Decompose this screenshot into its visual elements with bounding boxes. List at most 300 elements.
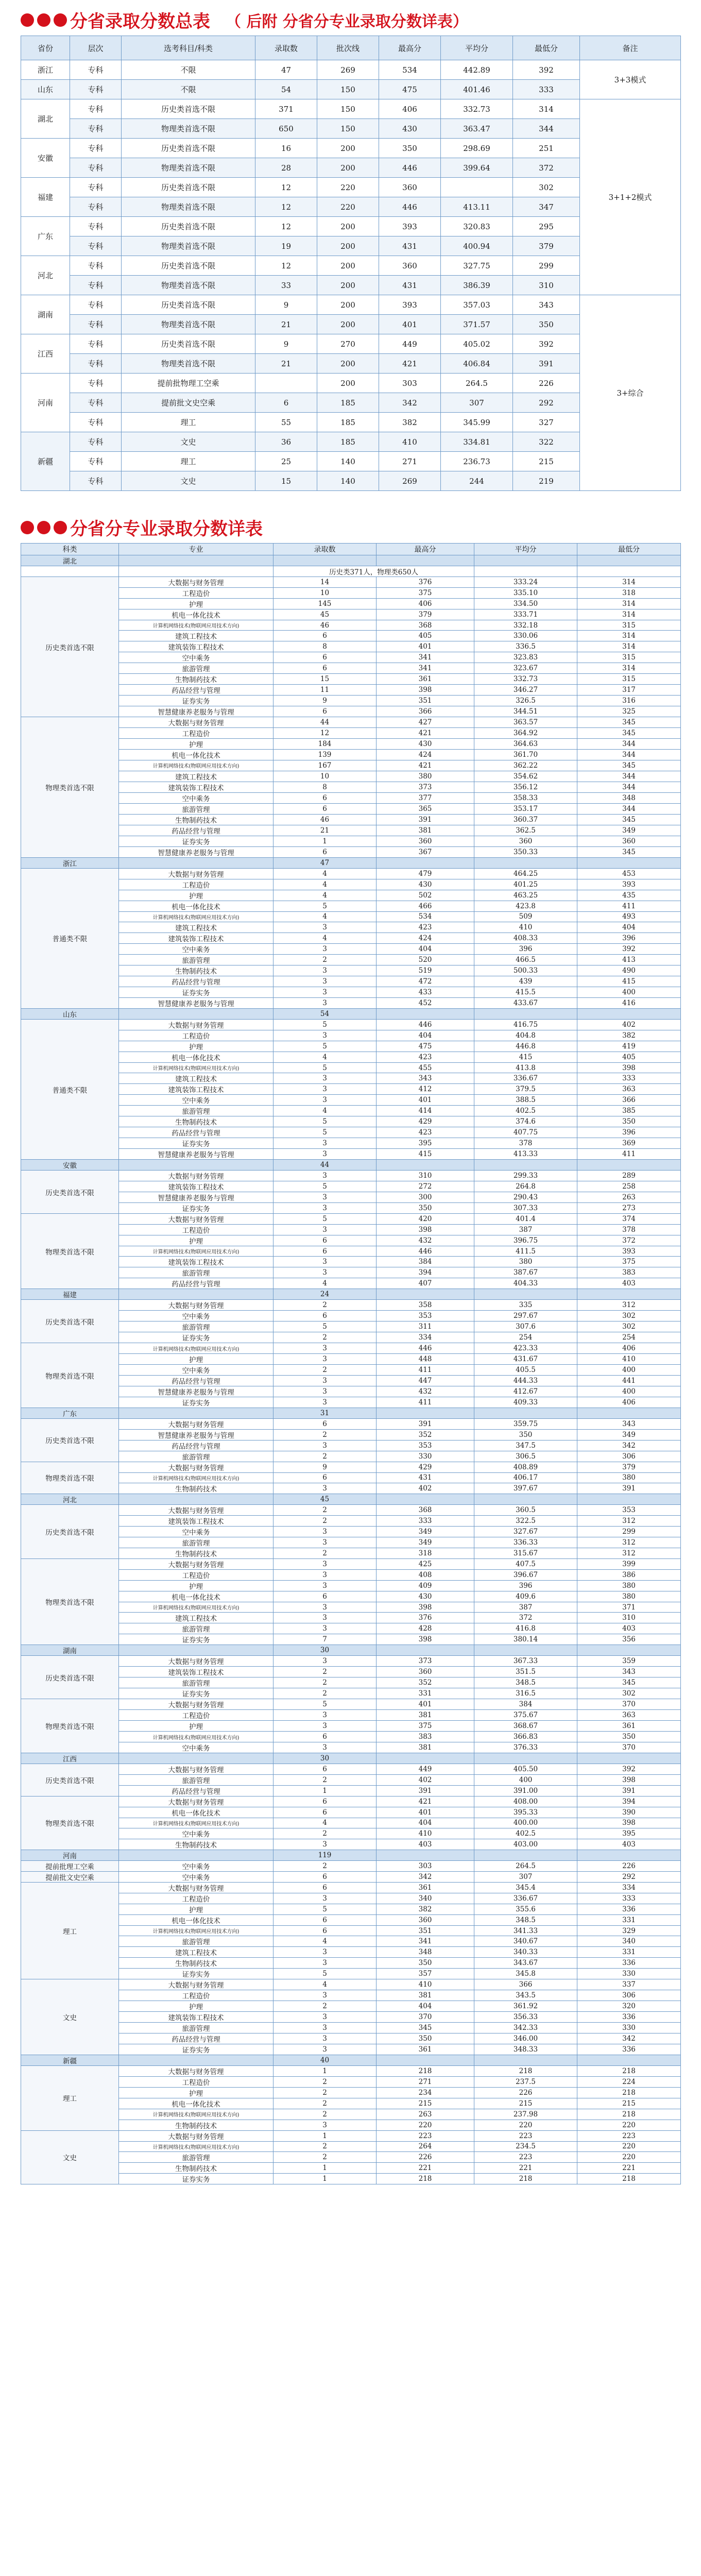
summary-max-cell: 271 [379, 452, 441, 471]
detail-major-cell: 旅游管理 [119, 1321, 273, 1332]
detail-province-name: 湖南 [21, 1645, 119, 1656]
detail-row [21, 814, 681, 825]
detail-count-cell: 2 [273, 1505, 377, 1516]
detail-max-cell: 361 [377, 674, 474, 685]
detail-province-row [21, 1850, 681, 1860]
detail-min-cell: 393 [577, 879, 681, 890]
summary-min-cell: 392 [513, 334, 580, 354]
detail-count-cell: 2 [273, 2151, 377, 2162]
detail-avg-cell: 336.5 [474, 641, 577, 652]
detail-major-cell: 护理 [119, 1353, 273, 1364]
detail-row [21, 1364, 681, 1375]
detail-min-cell: 314 [577, 599, 681, 609]
detail-min-cell: 315 [577, 652, 681, 663]
detail-max-cell: 449 [377, 1764, 474, 1774]
detail-max-cell: 350 [377, 2033, 474, 2044]
detail-avg-cell: 362.5 [474, 825, 577, 836]
detail-count-cell: 2 [273, 2088, 377, 2098]
detail-row [21, 760, 681, 771]
summary-cnt-cell: 55 [255, 413, 317, 432]
detail-count-cell: 45 [273, 609, 377, 620]
detail-category-cell: 历史类首选不限 [21, 1764, 119, 1796]
detail-min-cell: 226 [577, 1860, 681, 1871]
summary-ceng-cell: 专科 [70, 432, 122, 452]
detail-count-cell: 3 [273, 2023, 377, 2033]
summary-row [21, 295, 681, 315]
detail-avg-cell: 220 [474, 2120, 577, 2130]
detail-row [21, 1860, 681, 1871]
detail-row [21, 1581, 681, 1591]
detail-min-cell: 299 [577, 1527, 681, 1537]
detail-row [21, 1688, 681, 1699]
detail-count-cell: 3 [273, 1440, 377, 1451]
summary-min-cell: 215 [513, 452, 580, 471]
detail-max-cell: 446 [377, 1246, 474, 1257]
detail-max-cell: 424 [377, 750, 474, 760]
detail-min-cell: 314 [577, 609, 681, 620]
summary-avg-cell: 332.73 [441, 99, 513, 119]
detail-max-cell: 330 [377, 1451, 474, 1462]
summary-max-cell: 449 [379, 334, 441, 354]
detail-row [21, 1893, 681, 1904]
detail-avg-cell: 407.5 [474, 1559, 577, 1570]
detail-count-cell: 10 [273, 588, 377, 599]
summary-note-cell: 3+1+2模式 [580, 99, 681, 295]
detail-count-cell: 3 [273, 1742, 377, 1753]
detail-count-cell: 4 [273, 1278, 377, 1289]
detail-count-cell: 6 [273, 846, 377, 857]
detail-province-name: 福建 [21, 1289, 119, 1300]
summary-province-cell: 山东 [21, 80, 70, 99]
detail-header-cell: 最低分 [577, 544, 681, 555]
detail-row [21, 1774, 681, 1785]
summary-min-cell: 219 [513, 471, 580, 491]
detail-min-cell: 363 [577, 1084, 681, 1095]
detail-min-cell: 315 [577, 620, 681, 631]
detail-major-cell: 建筑装饰工程技术 [119, 1667, 273, 1677]
detail-row [21, 825, 681, 836]
summary-max-cell: 350 [379, 139, 441, 158]
detail-avg-cell: 416.8 [474, 1623, 577, 1634]
detail-count-cell: 6 [273, 1871, 377, 1882]
bullet-icon [37, 521, 50, 534]
detail-avg-cell: 315.67 [474, 1548, 577, 1559]
detail-avg-cell: 348.5 [474, 1914, 577, 1925]
detail-row [21, 1634, 681, 1645]
detail-max-cell: 394 [377, 1267, 474, 1278]
detail-count-cell: 1 [273, 2066, 377, 2077]
summary-cnt-cell: 54 [255, 80, 317, 99]
detail-avg-cell: 464.25 [474, 868, 577, 879]
detail-major-cell: 计算机网络技术(物联网应用技术方向) [119, 1062, 273, 1073]
detail-max-cell: 357 [377, 1969, 474, 1979]
detail-min-cell: 314 [577, 663, 681, 674]
detail-max-cell: 432 [377, 1386, 474, 1397]
detail-max-cell: 398 [377, 1634, 474, 1645]
summary-cnt-cell: 12 [255, 256, 317, 276]
summary-subj-cell: 物理类首选不限 [122, 158, 255, 178]
detail-row [21, 846, 681, 857]
summary-header-cell: 最低分 [513, 36, 580, 60]
detail-avg-cell: 350 [474, 1429, 577, 1440]
detail-max-cell: 423 [377, 922, 474, 933]
detail-row [21, 965, 681, 976]
summary-line-cell: 150 [317, 119, 379, 139]
summary-min-cell: 299 [513, 256, 580, 276]
detail-count-cell: 5 [273, 1062, 377, 1073]
summary-note-cell: 3+综合 [580, 295, 681, 491]
detail-min-cell: 392 [577, 943, 681, 954]
detail-major-cell: 空中乘务 [119, 1364, 273, 1375]
summary-ceng-cell: 专科 [70, 393, 122, 413]
detail-max-cell: 367 [377, 846, 474, 857]
detail-max-cell: 384 [377, 1257, 474, 1267]
detail-count-cell: 3 [273, 976, 377, 987]
detail-avg-cell: 413.33 [474, 1149, 577, 1160]
detail-avg-cell: 387 [474, 1225, 577, 1235]
detail-max-cell: 226 [377, 2151, 474, 2162]
detail-major-cell: 计算机网络技术(物联网应用技术方向) [119, 760, 273, 771]
detail-province-blank [119, 1494, 273, 1505]
detail-major-cell: 机电一体化技术 [119, 1807, 273, 1818]
detail-province-blank [119, 1160, 273, 1171]
detail-min-cell: 215 [577, 2098, 681, 2109]
summary-min-cell: 343 [513, 295, 580, 315]
detail-province-blank [119, 1850, 273, 1860]
detail-count-cell: 21 [273, 825, 377, 836]
summary-max-cell: 410 [379, 432, 441, 452]
detail-count-cell: 2 [273, 2001, 377, 2012]
detail-max-cell: 366 [377, 706, 474, 717]
detail-min-cell: 349 [577, 825, 681, 836]
detail-province-blank [474, 1753, 577, 1764]
detail-major-cell: 护理 [119, 739, 273, 750]
detail-min-cell: 306 [577, 1451, 681, 1462]
summary-avg-cell: 334.81 [441, 432, 513, 452]
summary-ceng-cell: 专科 [70, 197, 122, 217]
detail-category-cell: 历史类首选不限 [21, 1171, 119, 1214]
detail-province-blank [377, 1850, 474, 1860]
detail-row [21, 1019, 681, 1030]
detail-min-cell: 453 [577, 868, 681, 879]
detail-count-cell: 5 [273, 1214, 377, 1225]
detail-major-cell: 智慧健康养老服务与管理 [119, 1429, 273, 1440]
detail-min-cell: 342 [577, 1440, 681, 1451]
detail-major-cell: 药品经营与管理 [119, 1375, 273, 1386]
detail-avg-cell: 359.75 [474, 1418, 577, 1429]
detail-row [21, 1548, 681, 1559]
detail-min-cell: 359 [577, 1656, 681, 1667]
detail-major-cell: 空中乘务 [119, 1527, 273, 1537]
detail-row [21, 588, 681, 599]
detail-avg-cell: 415.5 [474, 987, 577, 997]
detail-major-cell: 工程造价 [119, 1225, 273, 1235]
detail-avg-cell: 388.5 [474, 1095, 577, 1106]
detail-max-cell: 318 [377, 1548, 474, 1559]
detail-avg-cell: 362.22 [474, 760, 577, 771]
detail-province-blank [474, 1645, 577, 1656]
detail-min-cell: 419 [577, 1041, 681, 1052]
bullet-icon [37, 13, 50, 27]
detail-category-cell: 物理类首选不限 [21, 1462, 119, 1494]
detail-major-cell: 计算机网络技术(物联网应用技术方向) [119, 1925, 273, 1936]
summary-header-cell: 平均分 [441, 36, 513, 60]
detail-avg-cell: 423.33 [474, 1343, 577, 1353]
detail-avg-cell: 402.5 [474, 1828, 577, 1839]
detail-count-cell: 167 [273, 760, 377, 771]
summary-ceng-cell: 专科 [70, 217, 122, 236]
detail-avg-cell: 223 [474, 2130, 577, 2141]
summary-max-cell: 430 [379, 119, 441, 139]
detail-max-cell: 353 [377, 1440, 474, 1451]
detail-max-cell: 351 [377, 1925, 474, 1936]
detail-province-blank [377, 1645, 474, 1656]
detail-min-cell: 312 [577, 1516, 681, 1527]
detail-count-cell: 11 [273, 685, 377, 696]
detail-max-cell: 404 [377, 943, 474, 954]
detail-category-cell: 历史类首选不限 [21, 1505, 119, 1559]
detail-major-cell: 护理 [119, 1235, 273, 1246]
detail-major-cell: 大数据与财务管理 [119, 1979, 273, 1990]
detail-major-cell: 证券实务 [119, 1332, 273, 1343]
detail-max-cell: 411 [377, 1364, 474, 1375]
detail-avg-cell: 340.67 [474, 1936, 577, 1947]
detail-min-cell: 380 [577, 1472, 681, 1483]
detail-max-cell: 381 [377, 1742, 474, 1753]
detail-max-cell: 379 [377, 609, 474, 620]
detail-row [21, 1677, 681, 1688]
detail-min-cell: 404 [577, 922, 681, 933]
detail-avg-cell: 387 [474, 1602, 577, 1613]
detail-row [21, 1925, 681, 1936]
detail-row [21, 2077, 681, 2088]
detail-avg-cell: 299.33 [474, 1171, 577, 1181]
detail-avg-cell: 363.57 [474, 717, 577, 728]
detail-count-cell: 3 [273, 1353, 377, 1364]
detail-avg-cell: 335 [474, 1300, 577, 1311]
detail-major-cell: 大数据与财务管理 [119, 1171, 273, 1181]
detail-max-cell: 218 [377, 2173, 474, 2184]
detail-row [21, 717, 681, 728]
summary-cnt-cell: 21 [255, 354, 317, 374]
detail-max-cell: 351 [377, 696, 474, 706]
detail-max-cell: 423 [377, 1052, 474, 1062]
detail-min-cell: 398 [577, 1774, 681, 1785]
detail-min-cell: 370 [577, 1742, 681, 1753]
summary-avg-cell: 405.02 [441, 334, 513, 354]
detail-row [21, 1785, 681, 1796]
detail-major-cell: 生物制药技术 [119, 814, 273, 825]
detail-min-cell: 273 [577, 1203, 681, 1214]
detail-count-cell: 4 [273, 1936, 377, 1947]
detail-province-blank [377, 1494, 474, 1505]
detail-min-cell: 361 [577, 1721, 681, 1732]
detail-row [21, 1839, 681, 1850]
detail-max-cell: 310 [377, 1171, 474, 1181]
detail-row [21, 879, 681, 890]
detail-avg-cell: 322.5 [474, 1516, 577, 1527]
detail-count-cell: 3 [273, 1203, 377, 1214]
summary-ceng-cell: 专科 [70, 295, 122, 315]
detail-avg-cell: 360.37 [474, 814, 577, 825]
summary-province-cell: 河南 [21, 374, 70, 432]
summary-ceng-cell: 专科 [70, 334, 122, 354]
detail-max-cell: 429 [377, 1116, 474, 1127]
detail-province-count: 30 [273, 1645, 377, 1656]
detail-row [21, 803, 681, 814]
detail-count-cell: 3 [273, 1570, 377, 1581]
detail-max-cell: 343 [377, 1073, 474, 1084]
detail-min-cell: 343 [577, 1667, 681, 1677]
detail-min-cell: 400 [577, 1364, 681, 1375]
summary-cnt-cell: 28 [255, 158, 317, 178]
detail-count-cell: 6 [273, 1732, 377, 1742]
detail-min-cell: 402 [577, 1019, 681, 1030]
detail-province-row [21, 1753, 681, 1764]
detail-row [21, 792, 681, 803]
detail-max-cell: 375 [377, 1721, 474, 1732]
detail-count-cell: 4 [273, 890, 377, 901]
detail-max-cell: 401 [377, 641, 474, 652]
detail-max-cell: 361 [377, 1882, 474, 1893]
detail-category-cell: 物理类首选不限 [21, 1559, 119, 1645]
detail-max-cell: 502 [377, 890, 474, 901]
detail-major-cell: 药品经营与管理 [119, 1785, 273, 1796]
summary-min-cell: 314 [513, 99, 580, 119]
detail-row [21, 1106, 681, 1116]
detail-count-cell: 15 [273, 674, 377, 685]
detail-max-cell: 433 [377, 987, 474, 997]
detail-avg-cell: 351.5 [474, 1667, 577, 1677]
detail-avg-cell: 237.98 [474, 2109, 577, 2120]
summary-cnt-cell: 371 [255, 99, 317, 119]
detail-row [21, 1353, 681, 1364]
detail-avg-cell: 226 [474, 2088, 577, 2098]
detail-major-cell: 证券实务 [119, 836, 273, 846]
detail-avg-cell: 411.5 [474, 1246, 577, 1257]
detail-avg-cell: 215 [474, 2098, 577, 2109]
detail-min-cell: 345 [577, 1677, 681, 1688]
summary-avg-cell: 399.64 [441, 158, 513, 178]
detail-max-cell: 415 [377, 1149, 474, 1160]
detail-row [21, 2141, 681, 2151]
detail-count-cell: 2 [273, 1516, 377, 1527]
detail-max-cell: 430 [377, 879, 474, 890]
detail-min-cell: 406 [577, 1343, 681, 1353]
detail-avg-cell: 323.83 [474, 652, 577, 663]
detail-count-cell: 3 [273, 1084, 377, 1095]
detail-min-cell: 344 [577, 803, 681, 814]
detail-major-cell: 护理 [119, 1721, 273, 1732]
detail-count-cell: 6 [273, 803, 377, 814]
detail-min-cell: 333 [577, 1893, 681, 1904]
detail-row [21, 1527, 681, 1537]
summary-line-cell: 200 [317, 236, 379, 256]
detail-avg-cell: 407.75 [474, 1127, 577, 1138]
detail-max-cell: 472 [377, 976, 474, 987]
detail-avg-cell: 380 [474, 1257, 577, 1267]
detail-min-cell: 410 [577, 1353, 681, 1364]
detail-max-cell: 412 [377, 1084, 474, 1095]
detail-major-cell: 护理 [119, 2001, 273, 2012]
detail-max-cell: 373 [377, 782, 474, 792]
detail-province-row [21, 857, 681, 868]
detail-count-cell: 44 [273, 717, 377, 728]
detail-min-cell: 333 [577, 1073, 681, 1084]
summary-subj-cell: 文史 [122, 432, 255, 452]
detail-count-cell: 14 [273, 577, 377, 588]
detail-province-name: 安徽 [21, 1160, 119, 1171]
summary-ceng-cell: 专科 [70, 452, 122, 471]
detail-category-cell: 普通类不限 [21, 1019, 119, 1159]
detail-min-cell: 336 [577, 2044, 681, 2055]
detail-major-cell: 智慧健康养老服务与管理 [119, 846, 273, 857]
detail-major-cell: 药品经营与管理 [119, 1127, 273, 1138]
detail-min-cell: 345 [577, 717, 681, 728]
summary-subj-cell: 物理类首选不限 [122, 119, 255, 139]
detail-min-cell: 391 [577, 1785, 681, 1796]
detail-major-cell: 大数据与财务管理 [119, 1505, 273, 1516]
summary-avg-cell: 363.47 [441, 119, 513, 139]
detail-avg-cell: 330.06 [474, 631, 577, 641]
detail-count-cell: 1 [273, 2173, 377, 2184]
detail-major-cell: 工程造价 [119, 588, 273, 599]
detail-avg-cell: 366.83 [474, 1732, 577, 1742]
summary-max-cell: 393 [379, 217, 441, 236]
detail-min-cell: 331 [577, 1947, 681, 1958]
detail-row [21, 1591, 681, 1602]
detail-province-row [21, 1494, 681, 1505]
detail-province-blank [377, 1289, 474, 1300]
summary-ceng-cell: 专科 [70, 99, 122, 119]
detail-max-cell: 272 [377, 1181, 474, 1192]
detail-min-cell: 317 [577, 685, 681, 696]
detail-min-cell: 343 [577, 1418, 681, 1429]
detail-max-cell: 429 [377, 1462, 474, 1472]
detail-major-cell: 证券实务 [119, 1203, 273, 1214]
detail-major-cell: 机电一体化技术 [119, 1591, 273, 1602]
detail-min-cell: 342 [577, 2033, 681, 2044]
summary-subj-cell: 历史类首选不限 [122, 217, 255, 236]
detail-row [21, 868, 681, 879]
detail-row [21, 901, 681, 911]
detail-major-cell: 工程造价 [119, 728, 273, 739]
detail-major-cell: 计算机网络技术(物联网应用技术方向) [119, 620, 273, 631]
detail-max-cell: 448 [377, 1353, 474, 1364]
detail-count-cell: 2 [273, 954, 377, 965]
detail-min-cell: 348 [577, 792, 681, 803]
detail-avg-cell: 405.5 [474, 1364, 577, 1375]
detail-count-cell: 5 [273, 1116, 377, 1127]
summary-ceng-cell: 专科 [70, 80, 122, 99]
summary-max-cell: 446 [379, 197, 441, 217]
detail-province-row [21, 1289, 681, 1300]
detail-province-blank [377, 1753, 474, 1764]
summary-cnt-cell: 33 [255, 276, 317, 295]
summary-min-cell: 251 [513, 139, 580, 158]
summary-line-cell: 185 [317, 432, 379, 452]
detail-major-cell: 空中乘务 [119, 1828, 273, 1839]
summary-subj-cell: 历史类首选不限 [122, 139, 255, 158]
summary-subj-cell: 历史类首选不限 [122, 99, 255, 119]
summary-avg-cell: 371.57 [441, 315, 513, 334]
detail-major-cell: 药品经营与管理 [119, 2033, 273, 2044]
detail-min-cell: 220 [577, 2151, 681, 2162]
detail-province-blank [474, 2055, 577, 2066]
detail-row [21, 577, 681, 588]
detail-summary-blank [119, 566, 273, 577]
detail-avg-cell: 343.5 [474, 1990, 577, 2001]
